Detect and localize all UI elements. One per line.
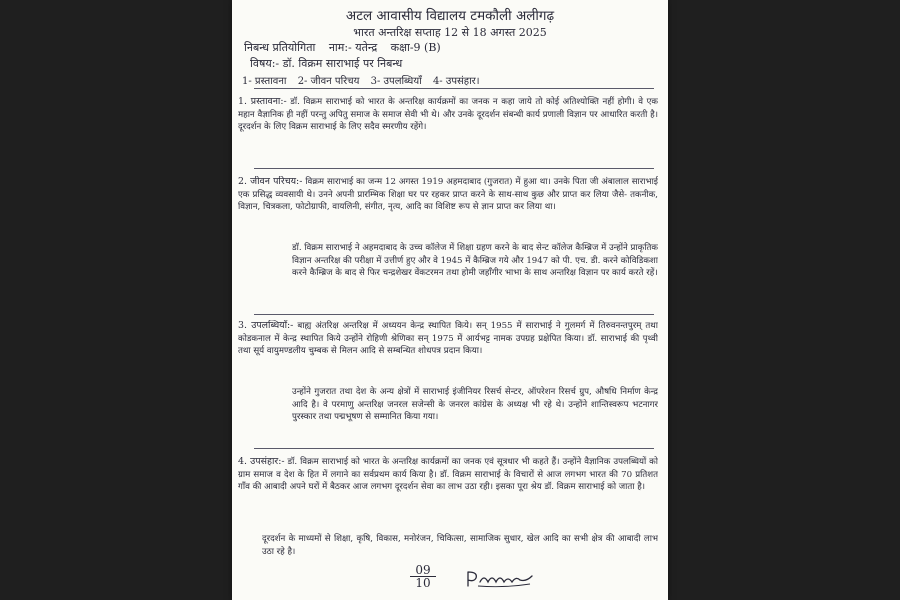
section-achievements	[238, 320, 658, 384]
divider	[254, 314, 654, 315]
grade-score: 09	[410, 564, 436, 577]
section-achievements-continued: उन्होंने गुजरात तथा देश के अन्य क्षेत्रों में साराभाई इंजीनियर रिसर्च सेन्टर, ऑपरेशन रिसर्च ग्रुप, औषधि निर्माण केन्द्र आदि है। वे परमाणु अन्तरिक्ष जनरल सजेन्सी के जनरल कांग्रेस के अध्यक्ष भी रहे थे। उन्होंने शान्तिस्वरूप भटनागर पुरस्कार तथा पद्मभूषण से सम्मानित किया गया।	[292, 387, 658, 423]
student-class: कक्षा-9 (B)	[390, 41, 441, 54]
section-conclusion	[238, 456, 658, 532]
section-text: डॉ. विक्रम साराभाई को भारत के अन्तरिक्ष कार्यक्रमों का जनक एवं सूत्रधार भी कहते हैं। उन्होंने वैज्ञानिक उपलब्धियों को ग्राम समाज व देश के हित में लगाने का सर्वप्रथम कार्य किया है। डॉ. विक्रम साराभाई के विचारों से आज लगभग भारत की 70 प्रतिशत गाँव की आबादी अपने घरों में बैठकर आज लगभग दूरदर्शन सेवा का लाभ उठा रही। इसका पूरा श्रेय डॉ. विक्रम साराभाई को जाता है।	[238, 457, 658, 493]
student-name: नाम:- यतेन्द्र	[328, 41, 378, 54]
section-text: डॉ. विक्रम साराभाई को भारत के अन्तरिक्ष कार्यक्रमों का जनक न कहा जाये तो कोई अतिश्योक्ति नहीं होगी। वे एक महान वैज्ञानिक ही नहीं परन्तु अपितु समाज के समाज सेवी भी थे। और उनके दूरदर्शन संबन्धी कार्य प्रणाली विज्ञान पर आधारित करती है। दूरदर्शन के लिए विक्रम साराभाई के लिए सदैव स्मरणीय रहेंगे।	[238, 97, 658, 133]
section-biography	[238, 176, 658, 240]
section-text: विक्रम साराभाई का जन्म 12 अगस्त 1919 अहमदाबाद (गुजरात) में हुआ था। उनके पिता जी अंबालाल साराभाई एक प्रसिद्ध व्यवसायी थे। उनने अपनी प्रारम्भिक शिक्षा घर पर रहकर प्राप्त करने के साथ-साथ कुछ और प्राप्त कर लिया जैसे- तकनीक, विज्ञान, चित्रकला, फोटोग्राफी, वायलिनी, संगीत, नृत्य, आदि का विशिष्ट रूप से ज्ञान प्राप्त कर लिया था।	[238, 177, 658, 213]
essay-outline	[242, 73, 488, 87]
outline-item: 3- उपलब्धियाँ	[370, 76, 422, 87]
outline-item: 4- उपसंहार।	[432, 76, 480, 87]
teacher-signature	[464, 568, 536, 590]
section-conclusion-continued: दूरदर्शन के माध्यमों से शिक्षा, कृषि, विकास, मनोरंजन, चिकित्सा, सामाजिक सुधार, खेल आदि का सभी क्षेत्र की आबादी लाभ उठा रहे है।	[262, 534, 658, 557]
outline-item: 1- प्रस्तावना	[242, 76, 287, 87]
section-label: 4. उपसंहार:-	[238, 456, 285, 467]
event-title: भारत अन्तरिक्ष सप्ताह 12 से 18 अगस्त 2025	[353, 26, 547, 39]
section-label: 2. जीवन परिचय:-	[238, 176, 303, 187]
student-meta	[244, 40, 451, 55]
section-biography-continued: डॉ. विक्रम साराभाई ने अहमदाबाद के उच्च कॉलेज में शिक्षा ग्रहण करने के बाद सेन्ट कॉलेज कैम्ब्रिज में उन्होंने प्राकृतिक विज्ञान अन्तरिक्ष की परीक्षा में उत्तीर्ण हुए और वे 1945 में कैम्ब्रिज गये और 1947 को पी. एच. डी. करने कोविडिकशा करने कैम्ब्रिज के बाद से फिर चन्द्रशेखर वेंकटरमन तथा होमी जहाँगीर भाभा के साथ अन्तरिक्ष विज्ञान पर कार्य करते रहें।	[292, 243, 658, 279]
divider	[254, 168, 654, 169]
essay-topic: विषय:- डॉ. विक्रम साराभाई पर निबन्ध	[250, 57, 403, 70]
outline-item: 2- जीवन परिचय	[297, 76, 360, 87]
competition-label: निबन्ध प्रतियोगिता	[244, 41, 316, 54]
section-label: 1. प्रस्तावना:-	[238, 96, 287, 107]
grade-mark	[410, 564, 436, 589]
section-label: 3. उपलब्धियाँ:-	[238, 320, 294, 331]
essay-sheet	[232, 0, 668, 600]
divider	[254, 448, 654, 449]
section-intro	[238, 96, 658, 160]
section-text: बाह्य अंतरिक्ष अन्तरिक्ष में अध्ययन केन्द्र स्थापित किये। सन् 1955 में साराभाई ने गुलमर्ग में तिरुवनन्तपुरम् तथा कोडकनाल में केन्द्र स्थापित किये उन्होंने रोहिणी श्रेणिका सन् 1975 में आर्यभट्ट नामक उपग्रह प्रक्षेपित किया। डॉ. साराभाई की पृथ्वी तथा सूर्य वायुमण्डलीय चुम्बक से मिलन आदि से सम्बन्धित शोधपत्र प्रदान किया।	[238, 321, 658, 357]
grade-out-of: 10	[415, 576, 431, 590]
divider	[254, 88, 654, 89]
school-name: अटल आवासीय विद्यालय टमकौली अलीगढ़	[345, 8, 555, 24]
